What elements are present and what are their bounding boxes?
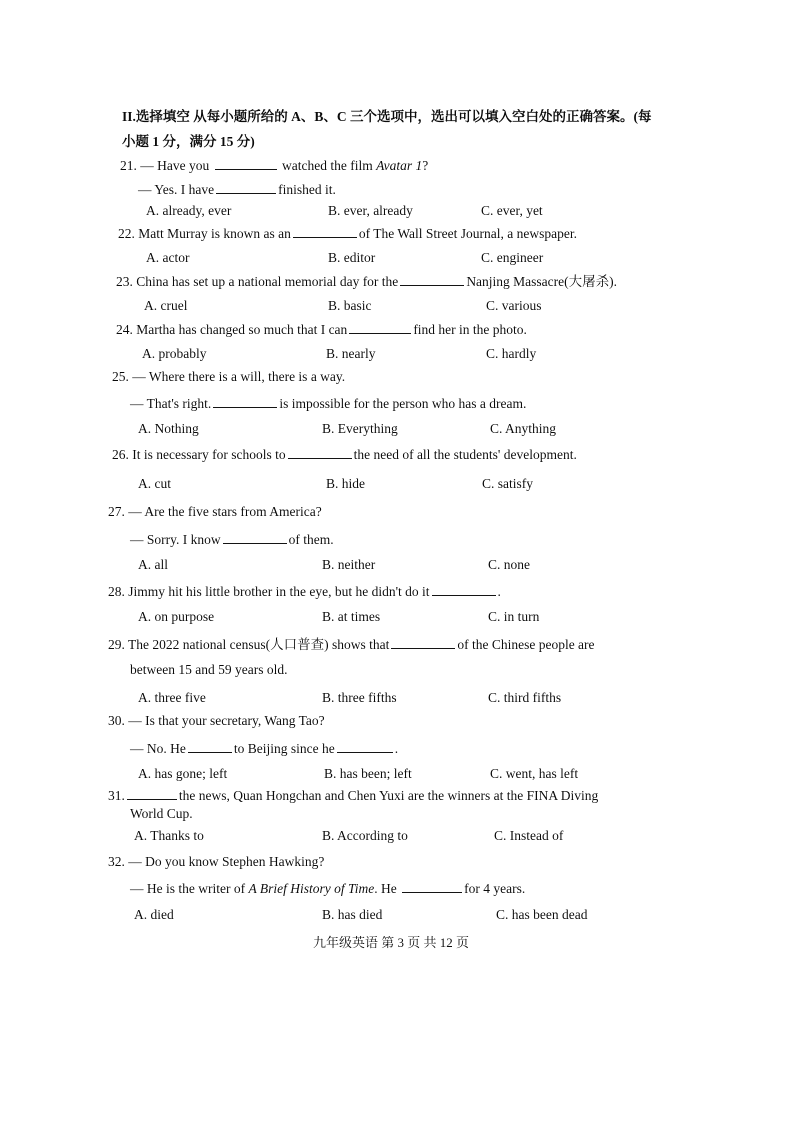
option-a: A. cruel bbox=[144, 298, 188, 313]
answer-blank bbox=[223, 530, 287, 544]
option-c: C. various bbox=[486, 298, 542, 313]
question-29-line1 bbox=[108, 635, 595, 654]
option-a: A. actor bbox=[146, 250, 190, 265]
section-header-2 bbox=[122, 133, 255, 151]
q32-text-a: 32. — Do you know Stephen Hawking? bbox=[108, 854, 325, 869]
answer-blank bbox=[213, 394, 277, 408]
answer-blank bbox=[400, 272, 464, 286]
q21-text-b: watched the film bbox=[281, 158, 373, 173]
option-a: A. already, ever bbox=[146, 203, 232, 218]
q32-book-title: A Brief History of Time bbox=[248, 881, 375, 896]
question-25-line1 bbox=[112, 368, 345, 386]
answer-blank bbox=[349, 320, 411, 334]
question-31-line1 bbox=[108, 786, 598, 805]
section-header-line1: II.选择填空 从每小题所给的 A、B、C 三个选项中，选出可以填入空白处的正确答案。(每 bbox=[122, 109, 652, 124]
option-b: B. at times bbox=[322, 609, 381, 624]
option-b: B. has died bbox=[322, 907, 383, 922]
q25-line2-a: — That's right. bbox=[130, 396, 212, 411]
question-27-line1 bbox=[108, 503, 322, 521]
question-30-line1 bbox=[108, 712, 325, 730]
option-b: B. editor bbox=[328, 250, 376, 265]
option-c: C. engineer bbox=[481, 250, 544, 265]
option-a: A. three five bbox=[138, 690, 206, 705]
option-b: B. three fifths bbox=[322, 690, 397, 705]
q31-text-a: 31. bbox=[108, 788, 125, 803]
answer-blank bbox=[216, 180, 276, 194]
question-27-line2 bbox=[130, 530, 334, 549]
option-a: A. Nothing bbox=[138, 421, 199, 436]
q25-text-a: 25. — Where there is a will, there is a way. bbox=[112, 369, 346, 384]
option-b: B. hide bbox=[326, 476, 365, 491]
question-22 bbox=[118, 224, 577, 243]
question-25-line2 bbox=[130, 394, 526, 413]
question-32-line2 bbox=[130, 879, 525, 898]
option-a: A. has gone; left bbox=[138, 766, 228, 781]
option-a: A. on purpose bbox=[138, 609, 215, 624]
q26-text-b: the need of all the students' development. bbox=[353, 447, 577, 462]
q30-line2-a: — No. He bbox=[130, 741, 186, 756]
answer-blank bbox=[337, 739, 393, 753]
option-a: A. probably bbox=[142, 346, 207, 361]
option-c: C. none bbox=[488, 557, 530, 572]
answer-blank bbox=[215, 156, 277, 170]
q27-line2-b: of them. bbox=[288, 532, 334, 547]
option-c: C. has been dead bbox=[496, 907, 588, 922]
q32-line2-a: — He is the writer of bbox=[130, 881, 246, 896]
option-c: C. in turn bbox=[488, 609, 540, 624]
option-c: C. hardly bbox=[486, 346, 537, 361]
q30-line2-c: . bbox=[394, 741, 399, 756]
question-23 bbox=[116, 272, 617, 291]
q30-line2-b: to Beijing since he bbox=[233, 741, 335, 756]
section-header bbox=[122, 108, 652, 126]
q31-line2-a: World Cup. bbox=[130, 806, 193, 821]
question-24 bbox=[116, 320, 527, 339]
question-31-line2 bbox=[130, 805, 193, 823]
option-b: B. basic bbox=[328, 298, 372, 313]
q32-line2-c: . He bbox=[374, 881, 397, 896]
question-26 bbox=[112, 445, 577, 464]
option-c: C. Anything bbox=[490, 421, 557, 436]
q30-text-a: 30. — Is that your secretary, Wang Tao? bbox=[108, 713, 325, 728]
option-c: C. satisfy bbox=[482, 476, 534, 491]
question-29-line2 bbox=[130, 661, 287, 679]
q29-line2-a: between 15 and 59 years old. bbox=[130, 662, 288, 677]
option-b: B. nearly bbox=[326, 346, 376, 361]
q25-line2-b: is impossible for the person who has a dream. bbox=[279, 396, 527, 411]
question-32-line1 bbox=[108, 853, 324, 871]
q26-text-a: 26. It is necessary for schools to bbox=[112, 447, 286, 462]
question-21-line2 bbox=[138, 180, 336, 199]
option-a: A. died bbox=[134, 907, 174, 922]
q24-text-b: find her in the photo. bbox=[413, 322, 527, 337]
q21-line2-b: finished it. bbox=[278, 182, 336, 197]
option-b: B. ever, already bbox=[328, 203, 413, 218]
q27-line2-a: — Sorry. I know bbox=[130, 532, 221, 547]
option-c: C. went, has left bbox=[490, 766, 579, 781]
option-b: B. has been; left bbox=[324, 766, 412, 781]
q21-line2-a: — Yes. I have bbox=[138, 182, 215, 197]
q29-text-b: of the Chinese people are bbox=[457, 637, 595, 652]
question-21-line1 bbox=[120, 156, 428, 175]
q31-text-b: the news, Quan Hongchan and Chen Yuxi are the winners at the FINA Diving bbox=[178, 788, 599, 803]
q32-line2-d: for 4 years. bbox=[464, 881, 526, 896]
option-c: C. ever, yet bbox=[481, 203, 543, 218]
answer-blank bbox=[432, 582, 496, 596]
option-b: B. According to bbox=[322, 828, 408, 843]
answer-blank bbox=[293, 224, 357, 238]
q29-text-a: 29. The 2022 national census(人口普查) shows that bbox=[108, 637, 390, 652]
section-header-line2: 小题 1 分，满分 15 分) bbox=[122, 134, 255, 149]
q23-text-b: Nanjing Massacre(大屠杀). bbox=[466, 274, 618, 289]
q28-text-a: 28. Jimmy hit his little brother in the eye, but he didn't do it bbox=[108, 584, 430, 599]
page-footer: 九年级英语 第 3 页 共 12 页 bbox=[313, 935, 470, 950]
option-a: A. cut bbox=[138, 476, 171, 491]
q21-text-a: 21. — Have you bbox=[120, 158, 210, 173]
answer-blank bbox=[391, 635, 455, 649]
q24-text-a: 24. Martha has changed so much that I can bbox=[116, 322, 348, 337]
answer-blank bbox=[188, 739, 232, 753]
q21-film-title: Avatar 1 bbox=[376, 158, 423, 173]
answer-blank bbox=[288, 445, 352, 459]
question-30-line2 bbox=[130, 739, 398, 758]
q21-text-d: ? bbox=[422, 158, 429, 173]
option-c: C. Instead of bbox=[494, 828, 564, 843]
option-a: A. all bbox=[138, 557, 168, 572]
question-28 bbox=[108, 582, 501, 601]
q28-text-b: . bbox=[497, 584, 501, 599]
q22-text-b: of The Wall Street Journal, a newspaper. bbox=[358, 226, 577, 241]
q22-text-a: 22. Matt Murray is known as an bbox=[118, 226, 291, 241]
option-c: C. third fifths bbox=[488, 690, 562, 705]
option-b: B. Everything bbox=[322, 421, 398, 436]
q27-text-a: 27. — Are the five stars from America? bbox=[108, 504, 322, 519]
answer-blank bbox=[127, 786, 177, 800]
option-b: B. neither bbox=[322, 557, 376, 572]
q23-text-a: 23. China has set up a national memorial day for the bbox=[116, 274, 399, 289]
answer-blank bbox=[402, 879, 462, 893]
option-a: A. Thanks to bbox=[134, 828, 204, 843]
